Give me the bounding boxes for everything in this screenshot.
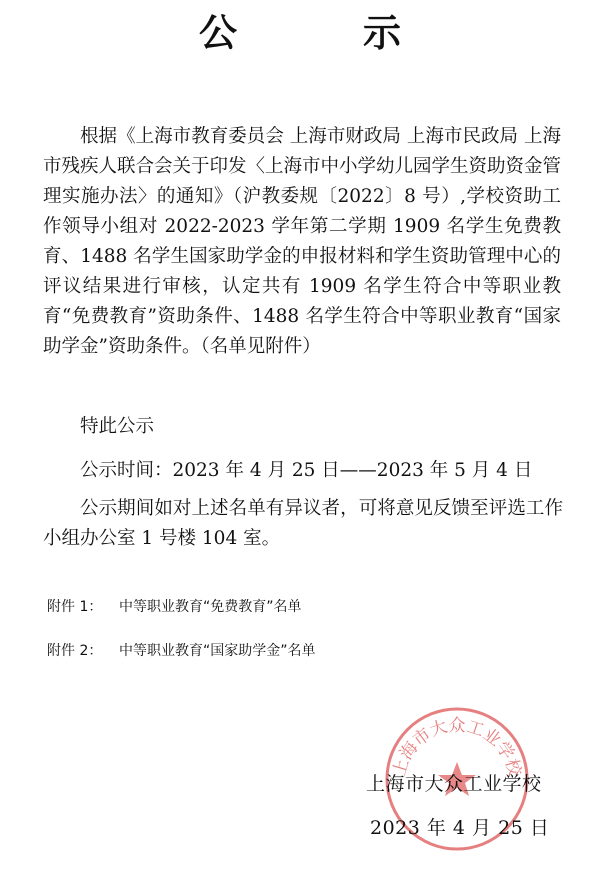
signature-school: 上海市大众工业学校 [366, 773, 542, 795]
seal-text: 上海市大众工业学校 [389, 716, 525, 779]
attachment-2-label: 附件 2： [47, 643, 103, 659]
period-line: 公示时间：2023 年 4 月 25 日——2023 年 5 月 4 日 [80, 460, 533, 481]
notice-line: 特此公示 [80, 416, 155, 437]
signature-date: 2023 年 4 月 25 日 [370, 817, 550, 839]
main-paragraph: 根据《上海市教育委员会 上海市财政局 上海市民政局 上海市残疾人联合会关于印发〈上海市中小学幼儿园学生资助资金管理实施办法〉的通知》（沪教委规〔2022〕8 号）,学校资助工作领导小组对 2022-2023 学年第二学期 1909 名学生免费教育、1488 名学生国家助学金的申报材料和学生资助管理中心的评议结果进行审核，认定共有 1909 名学生符合中等职业教育“免费教育”资助条件、1488 名学生符合中等职业教育“国家助学金”资助条件。（名单见附件） [43, 126, 562, 357]
attachment-2-text: 中等职业教育“国家助学金”名单 [119, 643, 316, 659]
attachment-2 [47, 640, 316, 662]
attachment-1-text: 中等职业教育“免费教育”名单 [119, 599, 302, 615]
objection-paragraph: 公示期间如对上述名单有异议者，可将意见反馈至评选工作小组办公室 1 号楼 104 室。 [43, 498, 563, 549]
page-title: 公 示 [198, 11, 445, 55]
attachment-1 [47, 596, 302, 618]
attachment-1-label: 附件 1： [47, 599, 103, 615]
